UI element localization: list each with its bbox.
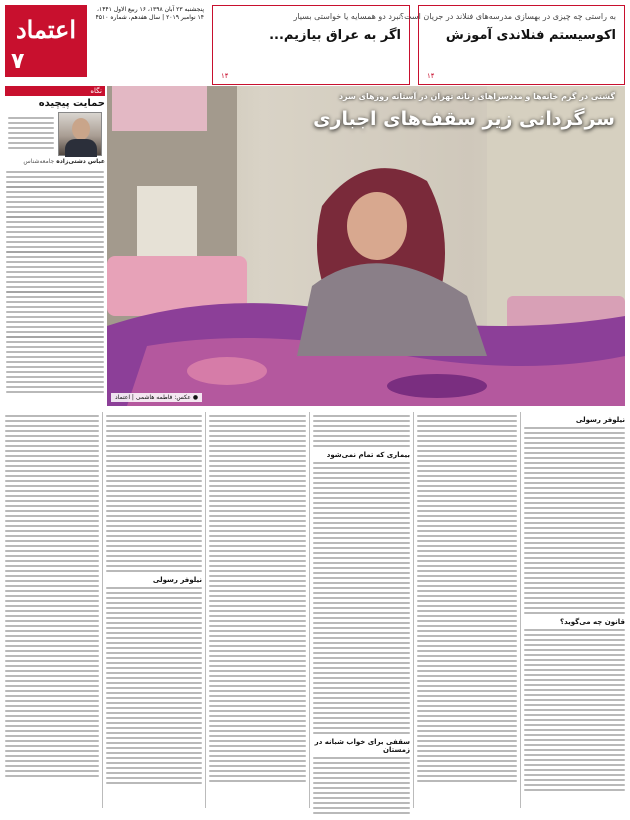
teaser-card-iraq[interactable] <box>212 5 410 85</box>
dateline: پنجشنبه ۲۳ آبان ۱۳۹۸، ۱۶ ربیع الاول ۱۴۴۱، ۱۴ نوامبر ۲۰۱۹ | سال هفدهم، شماره ۴۵۱۰ <box>95 6 204 21</box>
sidebar-body <box>6 168 104 396</box>
teaser-page: ۱۴ <box>427 72 435 80</box>
sidebar-column-text <box>8 114 54 152</box>
author-name-text: عباس دشتی‌زاده <box>56 158 105 165</box>
logo-text: اعتماد <box>15 15 77 44</box>
blanket-shade <box>387 374 487 398</box>
text-column-2 <box>417 412 517 785</box>
lead-kicker: گشتی در گرم خانه‌ها و مددسراهای زنانه تهران در آستانه روزهای سرد <box>338 92 615 101</box>
teaser-page: ۱۴ <box>221 72 229 80</box>
author-name <box>5 158 105 165</box>
page-number: ۷ <box>11 49 25 74</box>
body-columns <box>5 412 625 814</box>
author-suit-shape <box>65 139 97 157</box>
text-column-6 <box>5 412 99 780</box>
author-photo <box>58 112 102 156</box>
teaser-title[interactable]: اکوسیستم فنلاندی آموزش <box>445 28 616 43</box>
cardigan <box>297 263 487 356</box>
teaser-title[interactable]: اگر به عراق بیازیم... <box>269 28 401 43</box>
subhead: قانون چه می‌گوید؟ <box>560 618 625 626</box>
sidebar-title: حمایت پیچیده <box>38 98 105 109</box>
masthead-logo-box <box>5 5 87 77</box>
lead-headline[interactable]: سرگردانی زیر سقف‌های اجباری <box>313 108 615 130</box>
blanket-flower <box>187 357 267 385</box>
camera-icon: ● <box>192 394 199 401</box>
lead-photo-illustration <box>107 86 625 406</box>
teaser-card-finland[interactable] <box>399 5 625 85</box>
subhead: بیماری که تمام نمی‌شود <box>326 451 410 459</box>
pink-towel <box>112 86 207 131</box>
radiator <box>137 186 197 266</box>
text-column-1 <box>524 412 625 794</box>
text-column-4 <box>209 412 306 785</box>
author-role-text: جامعه‌شناس <box>23 158 55 165</box>
subhead: نیلوفر رسولی <box>152 576 202 584</box>
subhead: سقفی برای خواب شبانه در زمستان <box>314 738 410 754</box>
author-head-shape <box>72 118 90 140</box>
hands <box>347 192 407 260</box>
section-label: نگاه <box>5 86 105 96</box>
teaser-kicker: به راستی چه چیزی در بهسازی مدرسه‌های فنلاند در جریان است؟ <box>399 12 616 21</box>
photo-credit-text: عکس: فاطمه هاشمی | اعتماد <box>115 394 191 401</box>
text-column-5 <box>106 412 202 787</box>
teaser-kicker: نبرد دو همسایه یا خواستی بسیار <box>293 12 401 21</box>
byline: نیلوفر رسولی <box>575 416 625 424</box>
photo-credit <box>111 393 202 402</box>
lead-photo <box>107 86 625 406</box>
text-column-3 <box>313 412 410 817</box>
